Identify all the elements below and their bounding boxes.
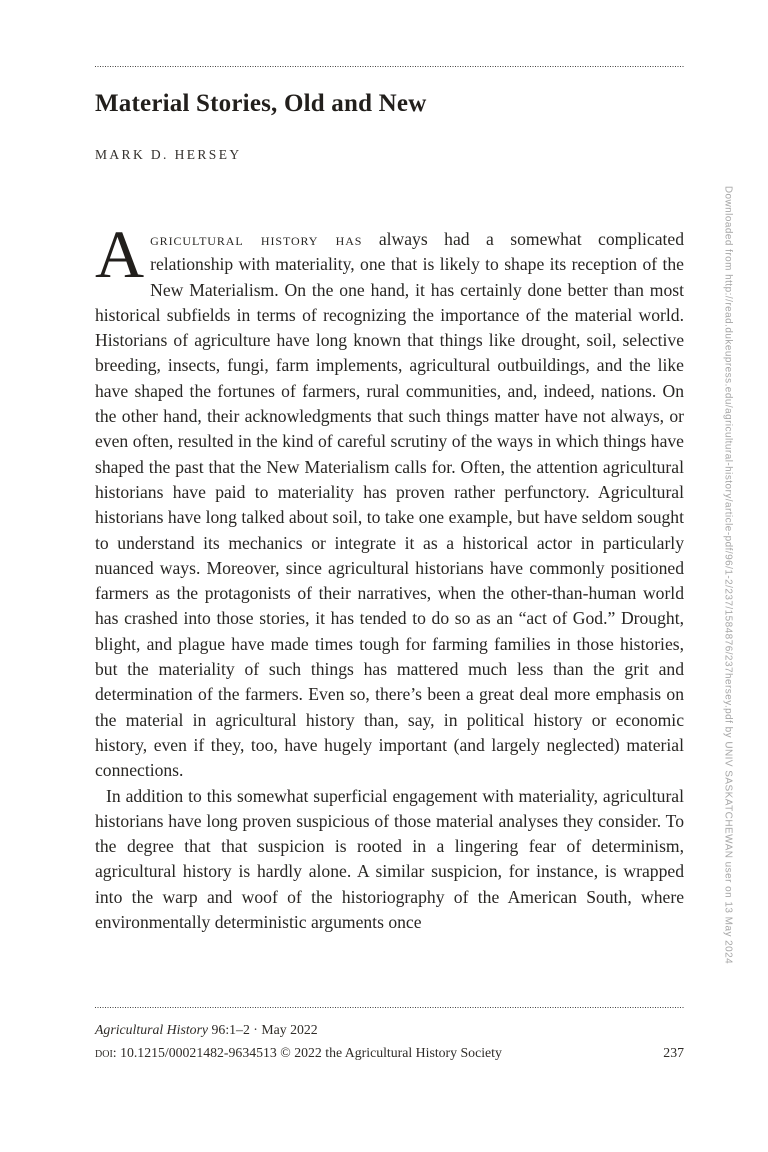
download-watermark: Downloaded from http://read.dukeupress.edu/agricultural-history/article-pdf/96/1-2/237/1584876/237hersey.pdf by UNIV SASKATCHEWAN user on 13 May 2024: [722, 185, 734, 965]
article-body: [95, 216, 684, 935]
smallcaps-lead: gricultural history has: [150, 229, 363, 249]
paragraph-1: [95, 216, 684, 784]
footer-citation: [95, 1019, 684, 1042]
journal-name: Agricultural History: [95, 1022, 209, 1037]
paragraph-1-text: always had a somewhat complicated relationship with materiality, one that is likely to shape its reception of the New Materialism. On the one hand, it has certainly done better than most historical subfields in terms of recognizing the importance of the material world. Historians of agriculture have long known that things like drought, soil, selective breeding, insects, fungi, farm implements, agricultural outbuildings, and the like have shaped the fortunes of farmers, rural communities, and, indeed, nations. On the other hand, their acknowledgments that such things matter have not always, or even often, resulted in the kind of careful scrutiny of the ways in which things have shaped the past that the New Materialism calls for. Often, the attention agricultural historians have paid to materiality has proven rather perfunctory. Agricultural historians have long talked about soil, to take one example, but have seldom sought to understand its mechanics or integrate it as a historical actor in particularly nuanced ways. Moreover, since agricultural historians have commonly positioned farmers as the protagonists of their narratives, when the other-than-human world has crashed into those stories, it has tended to do so as an “act of God.” Drought, blight, and plague have made times tough for farming families in those histories, but the materiality of such things has mattered much less than the grit and determination of the farmers. Even so, there’s been a great deal more emphasis on the material in agricultural history than, say, in political history or economic history, even if they, too, have hugely important (and largely neglected) material connections.: [95, 229, 684, 781]
footer-doi-line: [95, 1042, 684, 1065]
page-number: 237: [663, 1044, 684, 1060]
doi-value: 10.1215/00021482-9634513: [120, 1044, 277, 1060]
footer: [95, 1019, 684, 1064]
article-title: Material Stories, Old and New: [95, 90, 427, 117]
doi-and-copyright: [95, 1042, 502, 1065]
dropcap-letter: A: [95, 216, 145, 292]
copyright-notice: © 2022 the Agricultural History Society: [280, 1044, 502, 1060]
doi-label: doi:: [95, 1044, 117, 1060]
top-dotted-rule: [95, 66, 684, 67]
bottom-dotted-rule: [95, 1007, 684, 1008]
paragraph-2: In addition to this somewhat superficial engagement with materiality, agricultural historians have long proven suspicious of those material analyses they consider. To the degree that that suspicion is rooted in a lingering fear of determinism, agricultural history is hardly alone. A similar suspicion, for instance, is wrapped into the warp and woof of the historiography of the American South, where environmentally deterministic arguments once: [95, 785, 684, 933]
issue-and-date: 96:1–2 · May 2022: [211, 1022, 318, 1037]
article-author: MARK D. HERSEY: [95, 147, 242, 162]
